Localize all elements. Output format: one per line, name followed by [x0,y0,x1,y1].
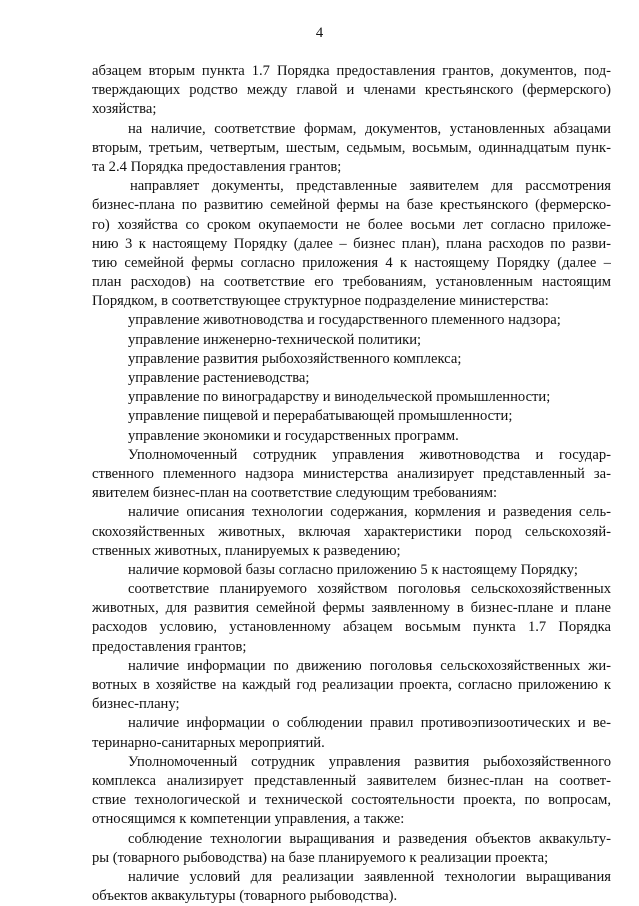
text-line: тию семейной фермы согласно приложения 4 к настоящему Порядку (далее – [92,254,611,271]
text-line: ственного племенного надзора министерства анализирует представленный за- [92,465,611,482]
text-line: тверждающих родство между главой и членами крестьянского (фермерского) [92,82,611,99]
text-line: наличие кормовой базы согласно приложению 5 к настоящему Порядку; [128,561,578,578]
text-line: теринарно-санитарных мероприятий. [92,734,325,751]
text-line: вторым, третьим, четвертым, шестым, седьмым, восьмым, одиннадцатым пунк- [92,139,611,156]
text-line: управление животноводства и государственного племенного надзора; [128,312,561,329]
text-line: хозяйства; [92,101,157,118]
page-number: 4 [315,25,324,41]
text-line: комплекса анализирует представленный заявителем бизнес-план на соответ- [92,772,611,789]
text-line: управление пищевой и перерабатывающей промышленности; [128,408,513,425]
text-line: скохозяйственных животных, включая характеристики пород сельскохозяй- [92,523,611,540]
text-line: явителем бизнес-план на соответствие следующим требованиям: [92,485,498,502]
text-line: ры (товарного рыбоводства) на базе планируемого к реализации проекта; [92,849,549,866]
text-line: вотных в хозяйстве на каждый год реализации проекта, согласно приложению к [92,677,611,693]
text-line: управление по виноградарству и винодельческой промышленности; [128,389,551,406]
text-line: Уполномоченный сотрудник управления животноводства и государ- [128,446,611,463]
text-line: ствие технологической и технической состоятельности проекта, по вопросам, [92,792,611,809]
text-line: объектов аквакультуры (товарного рыбоводства). [92,888,398,905]
body-text [92,62,611,906]
text-line: управление инженерно-технической политики; [128,331,422,348]
text-line: предоставления грантов; [92,638,247,655]
text-line: на наличие, соответствие формам, документов, установленных абзацами [128,120,611,137]
text-line: абзацем вторым пункта 1.7 Порядка предоставления грантов, документов, под- [92,63,611,79]
text-line: та 2.4 Порядка предоставления грантов; [92,158,342,175]
text-line: го) хозяйства со сроком окупаемости не более восьми лет согласно приложе- [92,216,611,233]
text-line: наличие информации о соблюдении правил противоэпизоотических и ве- [128,715,611,732]
text-line: план расходов) на соответствие его требованиям, установленным настоящим [92,274,611,291]
text-line: ственных животных, планируемых к разведению; [92,542,401,559]
text-line: бизнес-плану; [92,696,180,713]
text-line: соблюдение технологии выращивания и разведения объектов аквакульту- [128,830,611,847]
text-line: относящимся к компетенции управления, а также: [92,811,405,828]
text-line: расходов условию, установленному абзацем восьмым пункта 1.7 Порядка [92,619,611,636]
text-line: Уполномоченный сотрудник управления развития рыбохозяйственного [128,753,611,770]
text-line: нию 3 к настоящему Порядку (далее – бизнес план), плана расходов по разви- [92,235,611,252]
text-line: наличие условий для реализации заявленной технологии выращивания [128,868,611,885]
text-line: направляет документы, представленные заявителем для рассмотрения [130,178,611,195]
text-line: наличие информации по движению поголовья сельскохозяйственных жи- [128,657,611,674]
text-line: управление экономики и государственных программ. [128,427,459,444]
text-line: Порядком, в соответствующее структурное подразделение министерства: [92,293,549,310]
text-line: управление растениеводства; [128,370,310,386]
text-line: соответствие планируемого хозяйством поголовья сельскохозяйственных [128,581,611,598]
text-line: управление развития рыбохозяйственного комплекса; [128,350,462,367]
text-line: бизнес-плана по развитию семейной фермы на базе крестьянского (фермерско- [92,197,611,214]
text-line: наличие описания технологии содержания, кормления и разведения сель- [128,504,611,521]
text-line: животных, для развития семейной фермы заявленному в бизнес-плане и плане [92,600,611,617]
